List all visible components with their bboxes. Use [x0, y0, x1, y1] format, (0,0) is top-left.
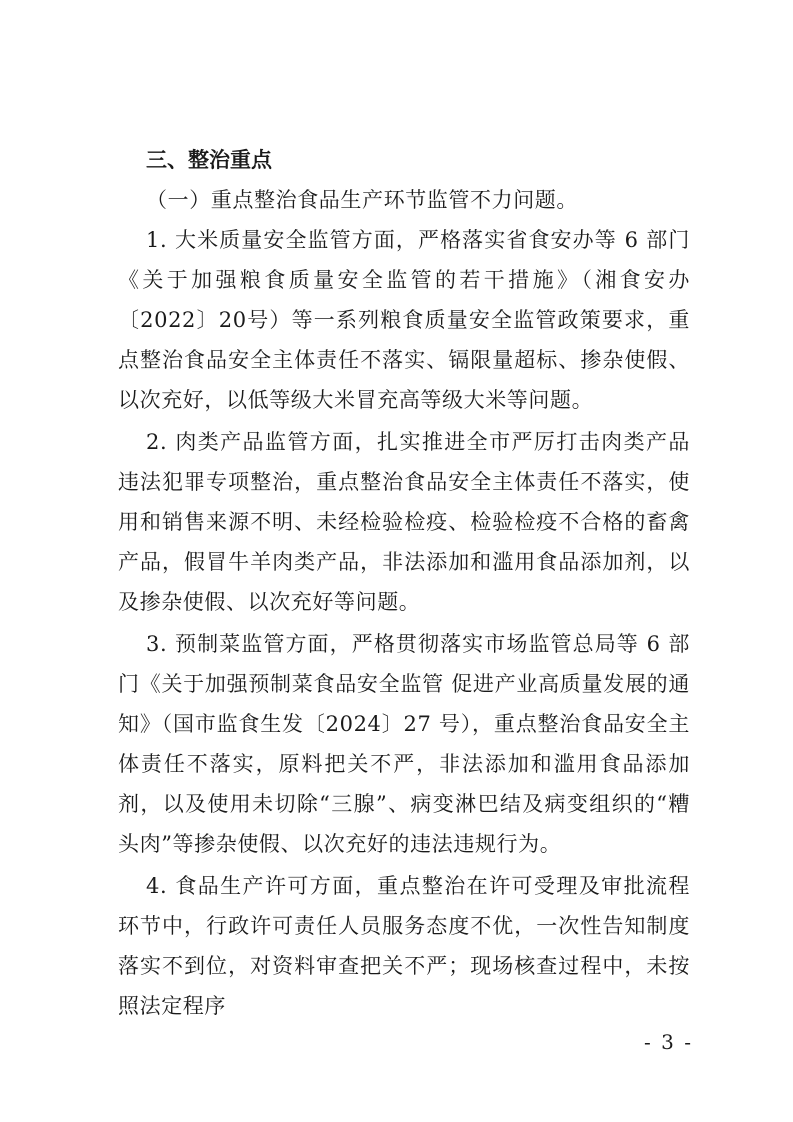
- subsection-heading: （一）重点整治食品生产环节监管不力问题。: [146, 188, 578, 212]
- paragraph-3-block: [118, 624, 690, 864]
- section-heading: 三、整治重点: [146, 148, 272, 172]
- paragraph-prepared-food: 3. 预制菜监管方面，严格贯彻落实市场监管总局等 6 部门《关于加强预制菜食品安全监管 促进产业高质量发展的通知》（国市监食生发〔2024〕27 号），重点整治食品安全主体责任不落实，原料把关不严，非法添加和滥用食品添加剂，以及使用未切除“三腺”、病变淋巴结及病变组织的“糟头肉”等掺杂使假、以次充好的违法违规行为。: [118, 632, 690, 856]
- page-number: - 3 -: [644, 1030, 693, 1054]
- paragraph-meat: 2. 肉类产品监管方面，扎实推进全市严厉打击肉类产品违法犯罪专项整治，重点整治食品安全主体责任不落实，使用和销售来源不明、未经检验检疫、检验检疫不合格的畜禽产品，假冒牛羊肉类产品，非法添加和滥用食品添加剂，以及掺杂使假、以次充好等问题。: [118, 430, 690, 614]
- paragraph-rice: 1. 大米质量安全监管方面，严格落实省食安办等 6 部门《关于加强粮食质量安全监管的若干措施》（湘食安办〔2022〕20号）等一系列粮食质量安全监管政策要求，重点整治食品安全主体责任不落实、镉限量超标、掺杂使假、以次充好，以低等级大米冒充高等级大米等问题。: [118, 228, 690, 412]
- paragraph-production-license: 4. 食品生产许可方面，重点整治在许可受理及审批流程环节中，行政许可责任人员服务态度不优，一次性告知制度落实不到位，对资料审查把关不严；现场核查过程中，未按照法定程序: [118, 874, 690, 1018]
- paragraph-1-block: [118, 220, 690, 420]
- paragraph-4-block: [118, 866, 690, 1026]
- paragraph-2-block: [118, 422, 690, 622]
